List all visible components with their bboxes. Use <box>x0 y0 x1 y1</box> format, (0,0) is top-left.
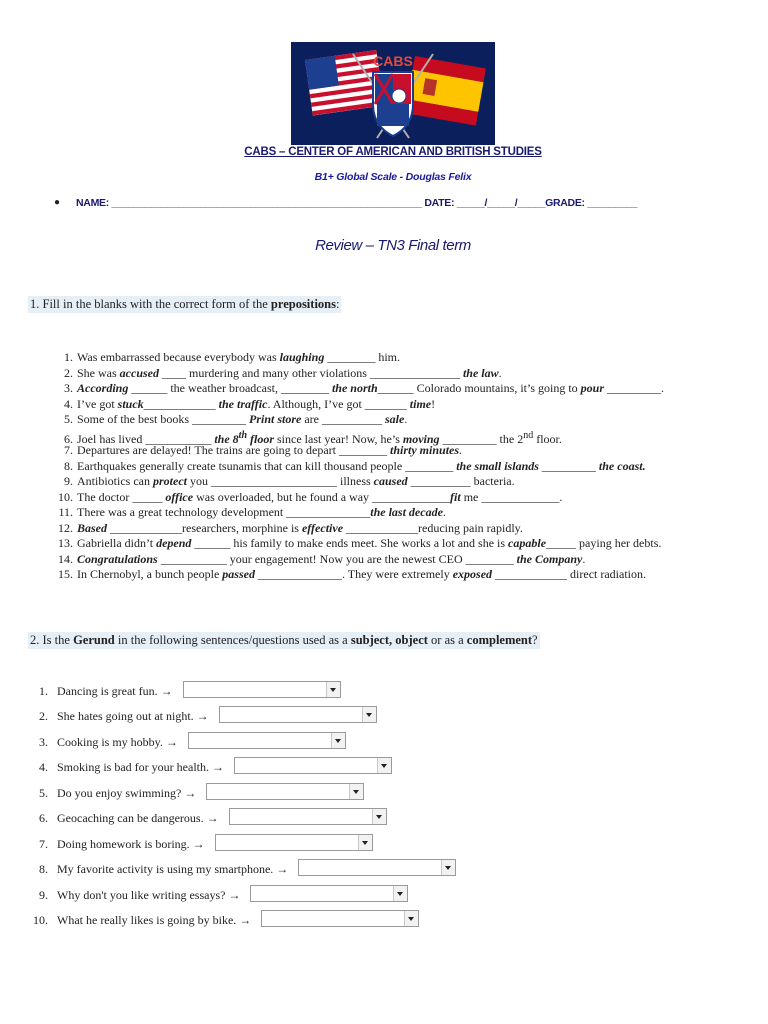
chevron-down-icon[interactable] <box>358 835 372 850</box>
question-number: 7. <box>64 443 73 457</box>
gerund-item <box>28 837 205 852</box>
question-number: 2. <box>39 709 48 723</box>
answer-dropdown[interactable] <box>183 681 341 698</box>
question-text: Cooking is my hobby. → <box>57 735 178 749</box>
question-text: In Chernobyl, a bunch people passed ______________. They were extremely exposed ____________ direct radiation. <box>77 567 646 581</box>
gerund-item <box>28 709 209 724</box>
question-number: 14. <box>58 551 73 566</box>
chevron-down-icon[interactable] <box>362 707 376 722</box>
gerund-item <box>28 811 219 826</box>
chevron-down-icon[interactable] <box>349 784 363 799</box>
institution-name: CABS – CENTER OF AMERICAN AND BRITISH STUDIES <box>244 146 542 158</box>
question-text: She was accused ____ murdering and many other violations _______________ the law. <box>77 365 502 380</box>
course-subtitle: B1+ Global Scale - Douglas Felix <box>314 171 472 183</box>
question-item <box>28 412 768 428</box>
question-number: 1. <box>39 684 48 698</box>
heading-text: in the following sentences/questions used as a <box>114 633 351 647</box>
question-text: What he really likes is going by bike. → <box>57 913 252 927</box>
section-1-heading <box>28 296 341 313</box>
question-number: 6. <box>64 431 73 446</box>
heading-keyword-complement: complement <box>466 633 533 647</box>
question-text: Why don't you like writing essays? → <box>57 888 241 902</box>
question-text: Was embarrassed because everybody was laughing ________ him. <box>77 350 400 364</box>
gerund-item <box>28 888 240 903</box>
gerund-item <box>28 760 224 775</box>
heading-text: 2. Is the <box>30 633 74 647</box>
cabs-logo <box>291 42 495 145</box>
question-item <box>28 567 768 583</box>
question-text: Geocaching can be dangerous. → <box>57 811 219 825</box>
question-text: Departures are delayed! The trains are going to depart ________ thirty minutes. <box>77 443 463 457</box>
heading-text: or as a <box>427 633 467 647</box>
answer-dropdown[interactable] <box>229 808 387 825</box>
answer-dropdown[interactable] <box>234 757 392 774</box>
question-text: Some of the best books _________ Print store are __________ sale. <box>77 412 408 426</box>
chevron-down-icon[interactable] <box>331 733 345 748</box>
question-item <box>28 474 768 490</box>
question-number: 1. <box>64 350 73 364</box>
question-number: 15. <box>58 567 73 581</box>
question-item <box>28 397 768 413</box>
heading-punct: : <box>336 297 340 311</box>
question-text: She hates going out at night. → <box>57 709 209 723</box>
question-item <box>28 490 768 506</box>
question-number: 4. <box>64 396 73 411</box>
question-text: My favorite activity is using my smartphone. → <box>57 862 289 876</box>
heading-keyword-gerund: Gerund <box>73 633 115 647</box>
question-item <box>28 443 768 459</box>
question-text: Joel has lived ___________ the 8th floor since last year! Now, he’s moving _________ the 2nd floor. <box>77 429 562 446</box>
heading-punct: ? <box>532 633 538 647</box>
question-text: According ______ the weather broadcast, ________ the north______ Colorado mountains, it’s going to pour _________. <box>77 381 664 395</box>
question-number: 9. <box>39 888 48 902</box>
question-text: Dancing is great fun. → <box>57 684 173 698</box>
gerund-item <box>28 684 173 699</box>
heading-keyword-subject: subject <box>350 633 390 647</box>
heading-keyword: prepositions <box>270 297 336 311</box>
question-number: 6. <box>39 811 48 825</box>
answer-dropdown[interactable] <box>188 732 346 749</box>
question-number: 3. <box>64 381 73 395</box>
question-item <box>28 381 768 397</box>
question-number: 8. <box>39 862 48 876</box>
question-text: I’ve got stuck____________ the traffic. Although, I’ve got _______ time! <box>77 396 436 411</box>
question-item <box>28 459 768 475</box>
question-text: Based ____________researchers, morphine is effective ____________reducing pain rapidly. <box>77 520 523 535</box>
question-text: Doing homework is boring. → <box>57 837 205 851</box>
gerund-item <box>28 735 178 750</box>
question-text: The doctor _____ office was overloaded, but he found a way _____________fit me _____________. <box>77 489 563 504</box>
question-number: 5. <box>64 412 73 426</box>
chevron-down-icon[interactable] <box>404 911 418 926</box>
answer-dropdown[interactable] <box>219 706 377 723</box>
answer-dropdown[interactable] <box>206 783 364 800</box>
heading-text: 1. Fill in the blanks with the correct form of the <box>30 297 271 311</box>
question-item <box>28 505 768 521</box>
heading-keyword-object: object <box>395 633 428 647</box>
question-text: There was a great technology development ______________the last decade. <box>77 505 446 519</box>
chevron-down-icon[interactable] <box>377 758 391 773</box>
question-number: 9. <box>64 474 73 488</box>
question-text: Congratulations ___________ your engagement! Now you are the newest CEO ________ the Company. <box>77 551 586 566</box>
question-item <box>28 536 768 552</box>
gerund-item <box>28 862 288 877</box>
question-text: Earthquakes generally create tsunamis that can kill thousand people ________ the small islands _________ the coast. <box>77 458 646 473</box>
answer-dropdown[interactable] <box>215 834 373 851</box>
question-number: 2. <box>64 365 73 380</box>
question-number: 8. <box>64 458 73 473</box>
logo-text: CABS <box>373 53 413 69</box>
answer-dropdown[interactable] <box>250 885 408 902</box>
chevron-down-icon[interactable] <box>372 809 386 824</box>
answer-dropdown[interactable] <box>261 910 419 927</box>
question-text: Do you enjoy swimming? → <box>57 786 197 800</box>
question-text: Smoking is bad for your health. → <box>57 760 224 774</box>
question-item <box>28 350 768 366</box>
question-number: 13. <box>58 536 73 550</box>
question-number: 5. <box>39 786 48 800</box>
gerund-item <box>28 786 196 801</box>
question-item <box>28 552 768 568</box>
question-text: Antibiotics can protect you _____________________ illness caused __________ bacteria. <box>77 474 515 488</box>
student-info-line: NAME: ________________________________________________________ DATE: _____/_____/_____GRADE: _________ <box>76 197 638 209</box>
question-number: 4. <box>39 760 48 774</box>
section-2-heading <box>28 632 540 649</box>
heading-punct: , <box>389 633 396 647</box>
question-item <box>28 366 768 382</box>
answer-dropdown[interactable] <box>298 859 456 876</box>
bullet-icon: ● <box>54 197 61 208</box>
question-number: 3. <box>39 735 48 749</box>
chevron-down-icon[interactable] <box>393 886 407 901</box>
gerund-item <box>28 913 251 928</box>
question-number: 7. <box>39 837 48 851</box>
question-number: 10. <box>58 489 73 504</box>
question-number: 10. <box>33 913 48 927</box>
question-text: Gabriella didn’t depend ______ his family to make ends meet. She works a lot and she is capable_____ paying her debts. <box>77 536 662 550</box>
chevron-down-icon[interactable] <box>441 860 455 875</box>
question-number: 11. <box>58 505 73 519</box>
question-number: 12. <box>58 520 73 535</box>
page-title: Review – TN3 Final term <box>315 237 471 254</box>
chevron-down-icon[interactable] <box>326 682 340 697</box>
question-item <box>28 521 768 537</box>
